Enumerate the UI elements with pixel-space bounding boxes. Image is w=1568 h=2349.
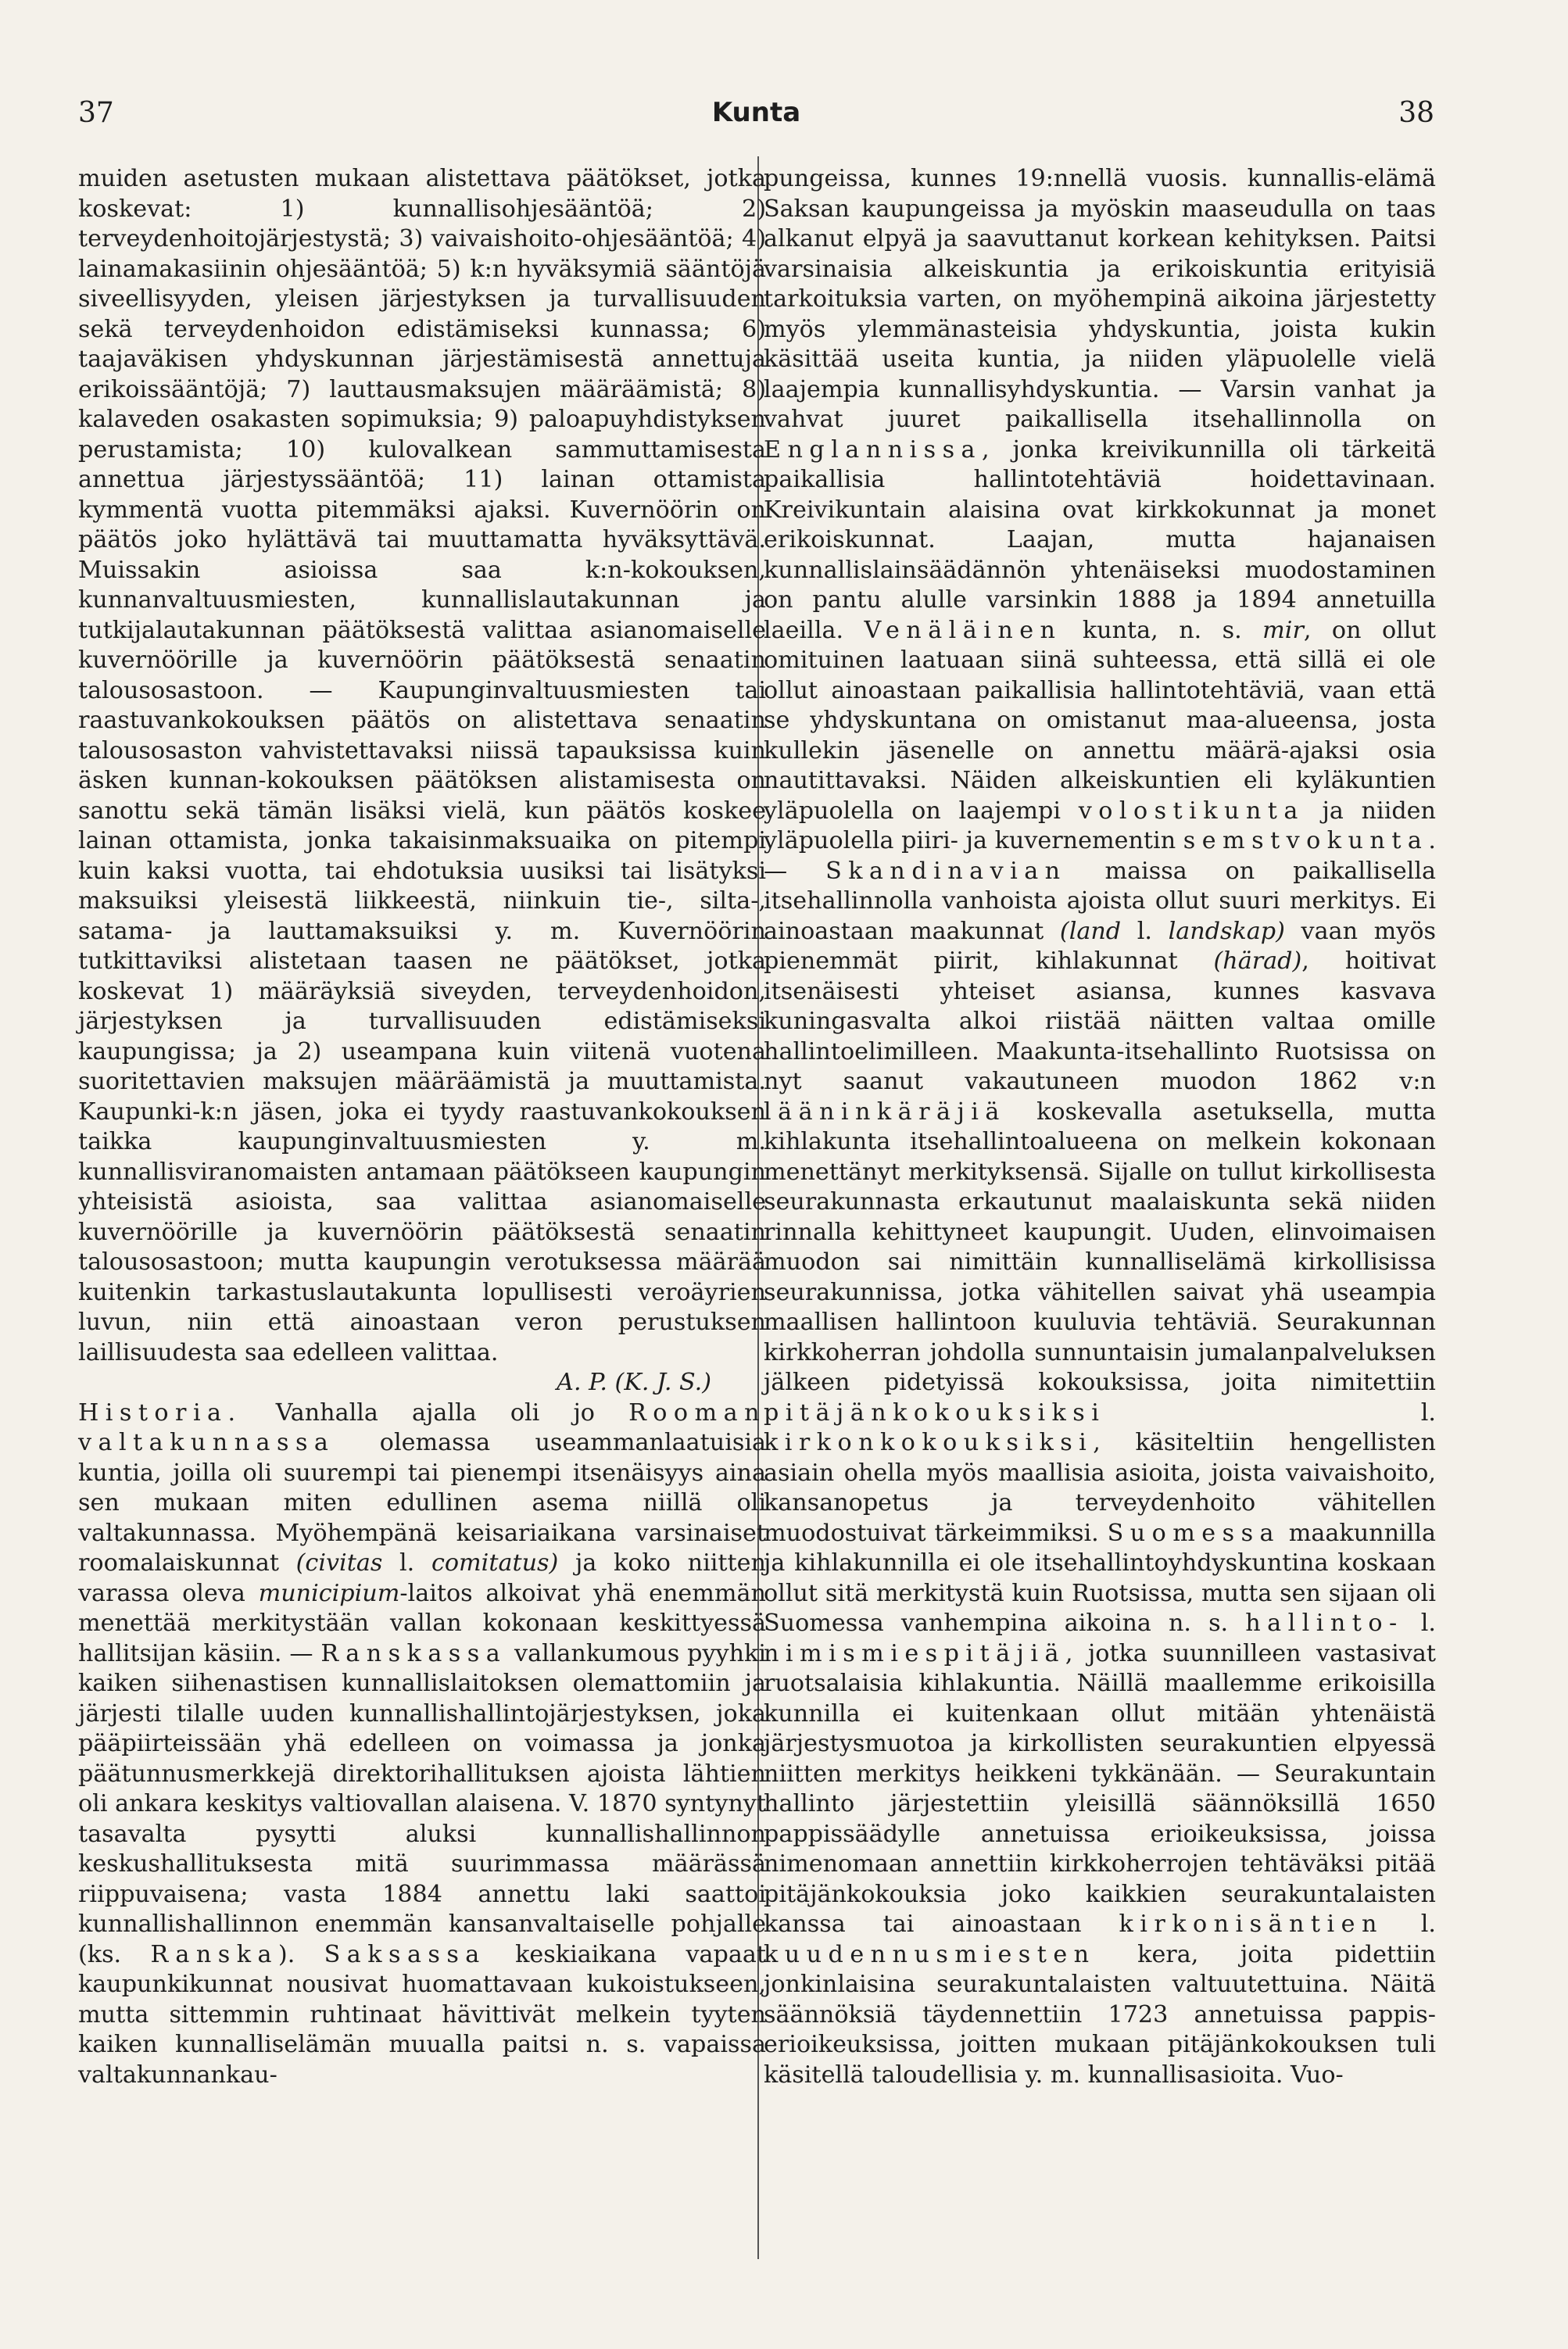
emphasis-suomessa: Suomessa	[1107, 1519, 1280, 1547]
page-header	[78, 97, 1434, 144]
emphasis-ranskassa: Ranskassa	[320, 1639, 507, 1667]
page-number-left: 37	[78, 97, 114, 129]
left-column	[78, 164, 766, 2090]
emphasis-hallinto: hallinto-	[1245, 1610, 1404, 1637]
emphasis-skandinavian: Skandinavian	[825, 857, 1067, 885]
emphasis-volostikunta: volostikunta	[1078, 797, 1305, 825]
emphasis-kuudennusmiesten: kuudennusmiesten	[764, 1940, 1096, 1968]
term-municipium: municipium	[258, 1579, 400, 1607]
emphasis-venalainen: Venäläinen	[864, 616, 1062, 644]
emphasis-nimismiespitajia: nimismiespitäjiä	[764, 1639, 1065, 1667]
emphasis-kirkonisantien: kirkonisäntien	[1119, 1910, 1384, 1938]
term-harad: (härad)	[1213, 947, 1302, 975]
term-comitatus: comitatus)	[431, 1549, 559, 1577]
page-number-right: 38	[1398, 97, 1434, 129]
section-heading-historia: Historia.	[78, 1398, 242, 1427]
term-mir: mir	[1262, 616, 1304, 644]
emphasis-englannissa: Englannissa	[764, 435, 982, 464]
paragraph-appeals: muiden asetusten mukaan alistettava päätökset, jotka koskevat: 1) kunnallisohjesääntöä; 2) terveydenhoitojärjestystä; 3) vaivaishoito-ohjesääntöä; 4) lainamakasiinin ohjesääntöä; 5) k:n hyväksymiä sääntöjä siveellisyyden, yleisen järjestyksen ja turvallisuuden sekä terveydenhoidon edistämiseksi kunnassa; 6) taajaväkisen yhdyskunnan järjestämisestä annettuja erikoissääntöjä; 7) lauttausmaksujen määräämistä; 8) kalaveden osakasten sopimuksia; 9) paloapuyhdistyksen perustamista; 10) kulovalkean sammuttamisesta annettua järjestyssääntöä; 11) lainan ottamista kymmentä vuotta pitemmäksi ajaksi. Kuvernöörin on päätös joko hylättävä tai muuttamatta hyväksyttävä. Muissakin asioissa saa k:n-kokouksen, kunnanvaltuusmiesten, kunnallislautakunnan ja tutkijalautakunnan päätöksestä valittaa asianomaiselle kuvernöörille ja kuvernöörin päätöksestä senaatin talousosastoon. — Kaupunginvaltuusmiesten tai raastuvankokouksen päätös on alistettava senaatin talousosaston vahvistettavaksi niissä tapauksissa kuin äsken kunnan-kokouksen päätöksen alistamisesta on sanottu sekä tämän lisäksi vielä, kun päätös koskee lainan ottamista, jonka takaisinmaksuaika on pitempi kuin kaksi vuotta, tai ehdotuksia uusiksi tai lisätyksi maksuiksi yleisestä liikkeestä, niinkuin tie-, silta-, satama- ja lauttamaksuiksi y. m. Kuvernöörin tutkittaviksi alistetaan taasen ne päätökset, jotka koskevat 1) määräyksiä siveyden, terveydenhoidon, järjestyksen ja turvallisuuden edistämiseksi kaupungissa; ja 2) useampana kuin viitenä vuotena suoritettavien maksujen määräämistä ja muuttamista. Kaupunki-k:n jäsen, joka ei tyydy raastuvankokouksen taikka kaupunginvaltuusmiesten y. m. kunnallisviranomaisten antamaan päätökseen kaupungin yhteisistä asioista, saa valittaa asianomaiselle kuvernöörille ja kuvernöörin päätöksestä senaatin talousosastoon; mutta kaupungin verotuksessa määrää kuitenkin tarkastuslautakunta lopullisesti veroäyrien luvun, niin että ainoastaan veron perustuksen laillisuudesta saa edelleen valittaa.	[78, 165, 766, 1366]
emphasis-rooman: Rooman valtakunnassa	[78, 1398, 766, 1456]
emphasis-kirkonkokouksiksi: kirkonkokouksiksi	[764, 1429, 1094, 1456]
cross-ref-ranska: Ranska	[150, 1940, 278, 1968]
paragraph-continuation: pungeissa, kunnes 19:nnellä vuosis. kunnallis-elämä Saksan kaupungeissa ja myöskin maaseudulla on taas alkanut elpyä ja saavuttanut korkean kehityksen. Paitsi varsinaisia alkeiskuntia ja erikoiskuntia erityisiä tarkoituksia varten, on myöhempinä aikoina järjestetty myös ylemmänasteisia yhdyskuntia, joista kukin käsittää useita kuntia, ja niiden yläpuolelle vielä laajempia kunnallisyhdyskuntia. — Varsin vanhat ja vahvat juuret paikallisella itsehallinnolla on Englannissa, jonka kreivikunnilla oli tärkeitä paikallisia hallintotehtäviä hoidettavinaan. Kreivikuntain alaisina ovat kirkkokunnat ja monet erikoiskunnat. Laajan, mutta hajanaisen kunnallislainsäädännön yhtenäiseksi muodostaminen on pantu alulle varsinkin 1888 ja 1894 annetuilla laeilla. Venäläinen kunta, n. s. mir, on ollut omituinen laatuaan siinä suhteessa, että sillä ei ole ollut ainoastaan paikallisia hallintotehtäviä, vaan että se yhdyskuntana on omistanut maa-alueensa, josta kullekin jäsenelle on annettu määrä-ajaksi osia nautittavaksi. Näiden alkeiskuntien eli kyläkuntien yläpuolella on laajempi volostikunta ja niiden yläpuolella piiri- ja kuvernementin semstvokunta. — Skandinavian maissa on paikallisella itsehallinnolla vanhoista ajoista ollut suuri merkitys. Ei ainoastaan maakunnat (land l. landskap) vaan myös pienemmät piirit, kihlakunnat (härad), hoitivat itsenäisesti yhteiset asiansa, kunnes kasvava kuningasvalta alkoi riistää näitten valtaa omille hallintoelimilleen. Maakunta-itsehallinto Ruotsissa on nyt saanut vakautuneen muodon 1862 v:n lääninkäräjiä koskevalla asetuksella, mutta kihlakunta itsehallintoalueena on melkein kokonaan menettänyt merkityksensä. Sijalle on tullut kirkollisesta seurakunnasta erkautunut maalaiskunta sekä niiden rinnalla kehittyneet kaupungit. Uuden, elinvoimaisen muodon sai nimittäin kunnalliselämä kirkollisissa seurakunnissa, jotka vähitellen saivat yhä useampia maallisen hallintoon kuuluvia tehtäviä. Seurakunnan kirkkoherran johdolla sunnuntaisin jumalanpalveluksen jälkeen pidetyissä kokouksissa, joita nimitettiin pitäjänkokouksiksi l. kirkonkokouksiksi, käsiteltiin hengellisten asiain ohella myös maallisia asioita, joista vaivaishoito, kansanopetus ja terveydenhoito vähitellen muodostuivat tärkeimmiksi. Suomessa maakunnilla ja kihlakunnilla ei ole itsehallintoyhdyskuntina koskaan ollut sitä merkitystä kuin Ruotsissa, mutta sen sijaan oli Suomessa vanhempina aikoina n. s. hallinto- l. nimismiespitäjiä, jotka suunnilleen vastasivat ruotsalaisia kihlakuntia. Näillä maallemme erikoisilla kunnilla ei kuitenkaan ollut mitään yhtenäistä järjestysmuotoa ja kirkollisten seurakuntien elpyessä niitten merkitys heikkeni tykkänään. — Seurakuntain hallinto järjestettiin yleisillä säännöksillä 1650 pappissäädylle annetuissa erioikeuksissa, joissa nimenomaan annettiin kirkkoherrojen tehtäväksi pitää pitäjänkokouksia joko kaikkien seurakuntalaisten kanssa tai ainoastaan kirkonisäntien l. kuudennusmiesten kera, joita pidettiin jonkinlaisina seurakuntalaisten valtuutettuina. Näitä säännöksiä täydennettiin 1723 annetuissa pappis-erioikeuksissa, joitten mukaan pitäjänkokouksen tuli käsitellä taloudellisia y. m. kunnallisasioita. Vuo-	[764, 165, 1436, 2089]
term-civitas: (civitas	[295, 1549, 383, 1577]
running-title: Kunta	[711, 97, 801, 128]
emphasis-saksassa: Saksassa	[324, 1940, 486, 1968]
author-signature: A. P. (K. J. S.)	[557, 1369, 711, 1396]
right-column	[764, 164, 1436, 2090]
emphasis-semstvokunta: semstvokunta	[1183, 827, 1429, 854]
emphasis-laaninkarajia: lääninkäräjiä	[764, 1098, 1006, 1126]
term-landskap: landskap)	[1168, 917, 1285, 945]
paragraph-history: Historia. Vanhalla ajalla oli jo Rooman valtakunnassa olemassa useammanlaatuisia kuntia, joilla oli suurempi tai pienempi itsenäisyys aina sen mukaan miten edullinen asema niillä oli valtakunnassa. Myöhempänä keisariaikana varsinaiset roomalaiskunnat (civitas l. comitatus) ja koko niitten varassa oleva municipium-laitos alkoivat yhä enemmän menettää merkitystään vallan kokonaan keskittyessä hallitsijan käsiin. — Ranskassa vallankumous pyyhki kaiken siihenastisen kunnallislaitoksen olemattomiin ja järjesti tilalle uuden kunnallishallintojärjestyksen, joka pääpiirteissään yhä edelleen on voimassa ja jonka päätunnusmerkkejä direktorihallituksen ajoista lähtien oli ankara keskitys valtiovallan alaisena. V. 1870 syntynyt tasavalta pysytti aluksi kunnallishallinnon keskushallituksesta mitä suurimmassa määrässä riippuvaisena; vasta 1884 annettu laki saattoi kunnallishallinnon enemmän kansanvaltaiselle pohjalle (ks. Ranska). Saksassa keskiaikana vapaat kaupunkikunnat nousivat huomattavaan kukoistukseen, mutta sittemmin ruhtinaat hävittivät melkein tyyten kaiken kunnalliselämän muualla paitsi n. s. vapaissa valtakunnankau-	[78, 1398, 766, 2089]
emphasis-pitajankokouksiksi: pitäjänkokouksiksi	[764, 1398, 1106, 1427]
term-land: (land	[1059, 917, 1122, 945]
